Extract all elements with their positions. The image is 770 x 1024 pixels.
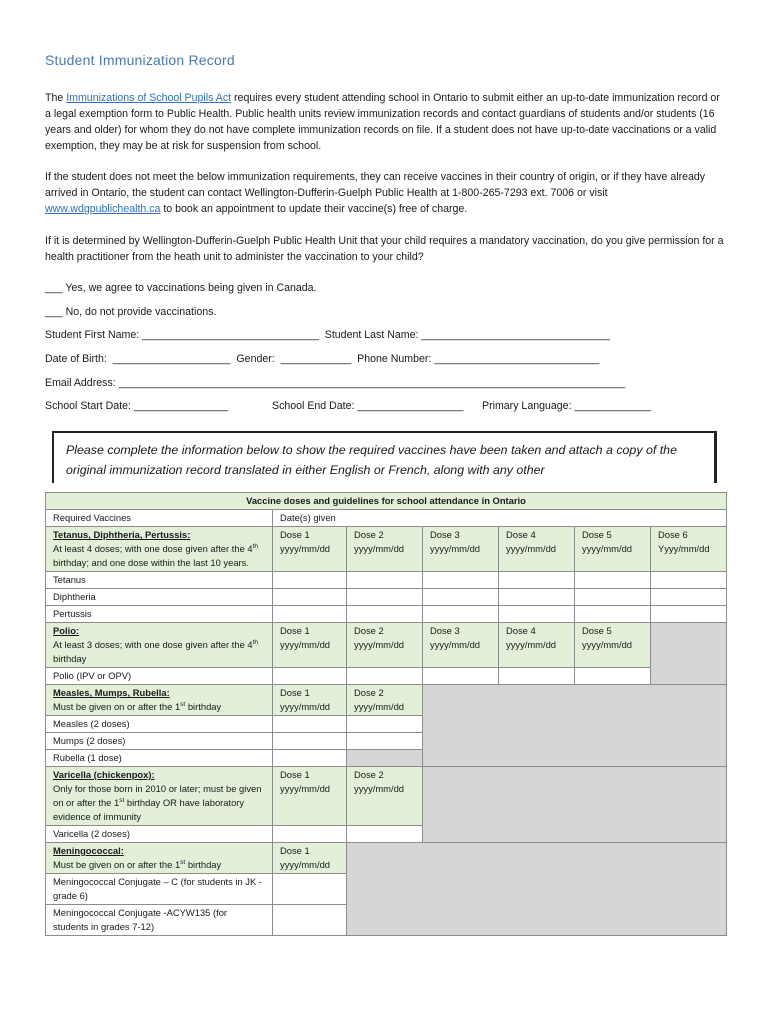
school-end-field[interactable]: School End Date: __________________	[272, 400, 464, 412]
polio-dose5[interactable]	[575, 623, 651, 668]
mening-sup: st	[180, 858, 186, 866]
polio-dose3[interactable]	[423, 623, 499, 668]
col-dates-given: Date(s) given	[273, 510, 727, 527]
requirements-paragraph	[45, 169, 725, 217]
date-cell[interactable]	[273, 716, 347, 733]
mening-dose1[interactable]	[273, 843, 347, 874]
vaccine-varicella: Varicella (2 doses)	[46, 826, 273, 843]
date-cell[interactable]	[499, 589, 575, 606]
date-cell[interactable]	[575, 668, 651, 685]
table-row	[46, 767, 727, 826]
dose-label: Dose 2	[354, 687, 384, 698]
polio-desc: At least 3 doses; with one dose given after the 4	[53, 639, 253, 650]
option-yes[interactable]: ___ Yes, we agree to vaccinations being given in Canada.	[45, 282, 317, 294]
dose-label: Dose 2	[354, 529, 384, 540]
date-cell[interactable]	[273, 606, 347, 623]
vaccine-pertussis: Pertussis	[46, 606, 273, 623]
mening-desc: Must be given on or after the 1	[53, 859, 181, 870]
polio-name: Polio:	[53, 625, 80, 636]
tdp-dose5[interactable]	[575, 527, 651, 572]
vaccine-measles: Measles (2 doses)	[46, 716, 273, 733]
date-cell[interactable]	[499, 572, 575, 589]
vaccine-table	[45, 492, 727, 936]
dose-label: Dose 1	[280, 687, 310, 698]
intro-post: requires every student attending school in Ontario to submit either an up-to-date immunization record or a legal exemption form to Public Health. Public health units review immunization records and contact guardians of students and/or students (16 years and older) for whom they do not have complete immunization records on file. If a student does not have up-to-date vaccinations or a valid exemption, they may be at risk for suspension from school.	[45, 92, 720, 152]
date-cell[interactable]	[347, 668, 423, 685]
date-cell[interactable]	[273, 733, 347, 750]
dose-label: Dose 6	[658, 529, 688, 540]
varicella-description	[46, 767, 273, 826]
date-format: yyyy/mm/dd	[354, 639, 405, 650]
table-row	[46, 589, 727, 606]
date-format: yyyy/mm/dd	[280, 783, 331, 794]
date-format: yyyy/mm/dd	[280, 701, 331, 712]
instruction-notice: Please complete the information below to show the required vaccines have been taken and attach a copy of the original immunization record translated in either English or French, along with any other	[52, 431, 717, 483]
vaccine-diphtheria: Diphtheria	[46, 589, 273, 606]
na-cell	[347, 843, 727, 936]
date-cell[interactable]	[423, 668, 499, 685]
vaccine-tetanus: Tetanus	[46, 572, 273, 589]
tdp-sup: th	[252, 542, 259, 550]
varicella-sup: st	[119, 796, 125, 804]
date-format: yyyy/mm/dd	[506, 543, 557, 554]
table-row	[46, 572, 727, 589]
date-cell[interactable]	[347, 826, 423, 843]
dose-label: Dose 1	[280, 529, 310, 540]
mening-desc-end: birthday	[185, 859, 222, 870]
date-cell[interactable]	[423, 589, 499, 606]
date-cell[interactable]	[499, 668, 575, 685]
polio-dose2[interactable]	[347, 623, 423, 668]
mening-name: Meningococcal:	[53, 845, 124, 856]
para2-post: to book an appointment to update their vaccine(s) free of charge.	[160, 203, 468, 215]
date-cell[interactable]	[273, 905, 347, 936]
varicella-desc-end: birthday OR have laboratory evidence of immunity	[53, 797, 245, 822]
varicella-dose2[interactable]	[347, 767, 423, 826]
na-cell	[347, 750, 423, 767]
vaccine-polio: Polio (IPV or OPV)	[46, 668, 273, 685]
na-cell	[423, 685, 727, 767]
mmr-desc: Must be given on or after the 1	[53, 701, 181, 712]
vaccine-mening-c: Meningococcal Conjugate – C (for students in JK - grade 6)	[46, 874, 273, 905]
dose-label: Dose 1	[280, 845, 310, 856]
date-cell[interactable]	[273, 874, 347, 905]
polio-description	[46, 623, 273, 668]
date-cell[interactable]	[347, 572, 423, 589]
dose-label: Dose 4	[506, 529, 536, 540]
date-format: yyyy/mm/dd	[280, 639, 331, 650]
date-cell[interactable]	[273, 750, 347, 767]
intro-paragraph	[45, 90, 725, 154]
date-format: yyyy/mm/dd	[354, 701, 405, 712]
date-cell[interactable]	[575, 572, 651, 589]
date-cell[interactable]	[651, 589, 727, 606]
tdp-dose4[interactable]	[499, 527, 575, 572]
mmr-sup: st	[180, 700, 186, 708]
date-cell[interactable]	[273, 668, 347, 685]
table-header-row	[46, 510, 727, 527]
tdp-dose1[interactable]	[273, 527, 347, 572]
tdp-name: Tetanus, Diphtheria, Pertussis:	[53, 529, 191, 540]
tdp-description	[46, 527, 273, 572]
primary-language-field[interactable]: Primary Language: _____________	[482, 400, 652, 412]
varicella-name: Varicella (chickenpox):	[53, 769, 155, 780]
mmr-dose1[interactable]	[273, 685, 347, 716]
tdp-dose3[interactable]	[423, 527, 499, 572]
na-cell	[423, 767, 727, 843]
date-cell[interactable]	[347, 733, 423, 750]
dose-label: Dose 5	[582, 529, 612, 540]
tdp-desc: At least 4 doses; with one dose given after the 4	[53, 543, 253, 554]
date-cell[interactable]	[651, 572, 727, 589]
vaccine-mumps: Mumps (2 doses)	[46, 733, 273, 750]
date-cell[interactable]	[575, 606, 651, 623]
date-format: yyyy/mm/dd	[582, 639, 633, 650]
mening-description	[46, 843, 273, 874]
student-name-fields[interactable]: Student First Name: ______________________________ Student Last Name: ________________________________	[45, 329, 610, 341]
permission-question: If it is determined by Wellington-Dufferin-Guelph Public Health Unit that your child requires a mandatory vaccination, do you give permission for a health practitioner from the heath unit to administer the vaccination to your child?	[45, 235, 724, 263]
dose-label: Dose 1	[280, 625, 310, 636]
date-cell[interactable]	[273, 589, 347, 606]
tdp-dose6[interactable]	[651, 527, 727, 572]
na-cell	[651, 623, 727, 685]
dose-label: Dose 3	[430, 529, 460, 540]
date-format: yyyy/mm/dd	[280, 859, 331, 870]
date-cell[interactable]	[273, 826, 347, 843]
mmr-name: Measles, Mumps, Rubella:	[53, 687, 170, 698]
table-heading-row	[46, 493, 727, 510]
website-link[interactable]: www.wdgpublichealth.ca	[45, 203, 161, 215]
date-format: yyyy/mm/dd	[506, 639, 557, 650]
school-start-field[interactable]: School Start Date: ________________	[45, 400, 229, 412]
table-row	[46, 843, 727, 874]
para2-pre: If the student does not meet the below immunization requirements, they can receive vaccines in their country of origin, or if they have already arrived in Ontario, the student can contact Wellington-Dufferin-Guelph Public Health at 1-800-265-7293 ext. 7006 or visit	[45, 171, 706, 199]
table-row	[46, 668, 727, 685]
vaccine-rubella: Rubella (1 dose)	[46, 750, 273, 767]
tdp-desc-end: birthday; and one dose within the last 10 years.	[53, 557, 249, 568]
polio-dose1[interactable]	[273, 623, 347, 668]
date-format: yyyy/mm/dd	[354, 543, 405, 554]
date-cell[interactable]	[347, 716, 423, 733]
date-format: yyyy/mm/dd	[354, 783, 405, 794]
dose-label: Dose 1	[280, 769, 310, 780]
tdp-dose2[interactable]	[347, 527, 423, 572]
mmr-desc-end: birthday	[185, 701, 222, 712]
mmr-description	[46, 685, 273, 716]
table-row	[46, 685, 727, 716]
email-field[interactable]: Email Address: ______________________________________________________________________________________	[45, 377, 626, 389]
dose-label: Dose 2	[354, 769, 384, 780]
varicella-desc: Only for those born in 2010 or later; must be given on or after the 1	[53, 783, 262, 808]
intro-pre: The	[45, 92, 67, 104]
option-no[interactable]: ___ No, do not provide vaccinations.	[45, 306, 217, 318]
dob-gender-phone-fields[interactable]: Date of Birth: ____________________ Gender: ____________ Phone Number: ____________________________	[45, 353, 600, 365]
polio-desc-end: birthday	[53, 653, 87, 664]
varicella-dose1[interactable]	[273, 767, 347, 826]
date-cell[interactable]	[651, 606, 727, 623]
date-cell[interactable]	[273, 572, 347, 589]
date-cell[interactable]	[423, 572, 499, 589]
table-row	[46, 527, 727, 572]
date-cell[interactable]	[347, 589, 423, 606]
table-row	[46, 623, 727, 668]
act-link[interactable]: Immunizations of School Pupils Act	[66, 92, 232, 104]
date-cell[interactable]	[499, 606, 575, 623]
dose-label: Dose 3	[430, 625, 460, 636]
date-cell[interactable]	[347, 606, 423, 623]
polio-dose4[interactable]	[499, 623, 575, 668]
date-format: yyyy/mm/dd	[430, 543, 481, 554]
table-row	[46, 606, 727, 623]
mmr-dose2[interactable]	[347, 685, 423, 716]
dose-label: Dose 5	[582, 625, 612, 636]
date-format: yyyy/mm/dd	[280, 543, 331, 554]
date-cell[interactable]	[423, 606, 499, 623]
polio-sup: th	[252, 638, 259, 646]
table-heading: Vaccine doses and guidelines for school attendance in Ontario	[46, 493, 727, 510]
date-cell[interactable]	[575, 589, 651, 606]
dose-label: Dose 2	[354, 625, 384, 636]
dose-label: Dose 4	[506, 625, 536, 636]
date-format: yyyy/mm/dd	[582, 543, 633, 554]
col-required-vaccines: Required Vaccines	[46, 510, 273, 527]
vaccine-mening-acyw: Meningococcal Conjugate -ACYW135 (for students in grades 7-12)	[46, 905, 273, 936]
date-format: yyyy/mm/dd	[430, 639, 481, 650]
page-title: Student Immunization Record	[45, 52, 235, 68]
date-format: Yyyy/mm/dd	[658, 543, 710, 554]
